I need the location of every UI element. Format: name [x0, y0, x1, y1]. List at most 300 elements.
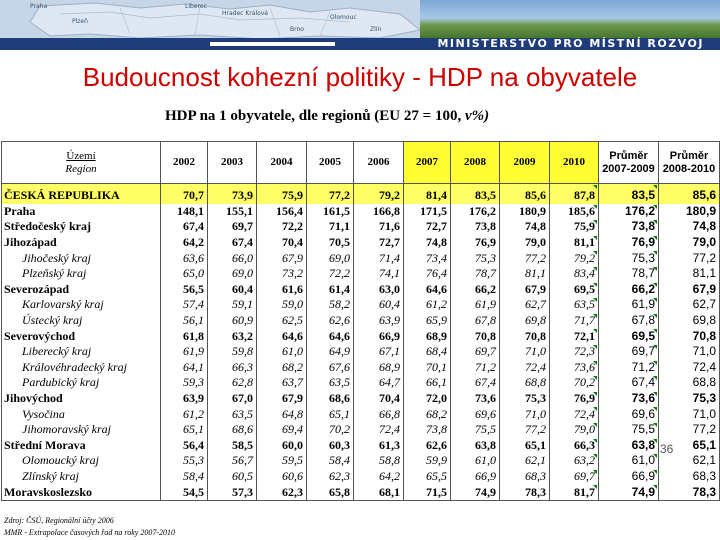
map-label: Olomouc: [330, 14, 357, 21]
gdp-value-cell: 62,6: [307, 313, 354, 329]
gdp-value-cell: 73,9: [208, 184, 257, 204]
gdp-value-cell: 71,4: [354, 250, 404, 266]
average-2007-2009-cell: 69,7: [599, 344, 659, 360]
gdp-value-cell: 67,4: [161, 219, 208, 235]
table-header-row: [2, 142, 720, 184]
gdp-value-cell: 68,9: [404, 328, 451, 344]
region-name: Severovýchod: [2, 328, 161, 344]
region-name: Středočeský kraj: [2, 219, 161, 235]
gdp-value-cell: 68,2: [404, 406, 451, 422]
gdp-value-cell: 71,5: [404, 484, 451, 500]
average-2007-2009-cell: 67,4: [599, 375, 659, 391]
table-row: [2, 282, 720, 298]
gdp-value-cell: 56,7: [208, 453, 257, 469]
region-name: Královéhradecký kraj: [2, 360, 161, 376]
gdp-value-cell: 70,5: [307, 235, 354, 251]
slide-title: Budoucnost kohezní politiky - HDP na obyvatele: [82, 62, 638, 92]
gdp-value-cell: 81,7: [550, 484, 599, 500]
average-2008-2010-cell: 180,9: [659, 204, 720, 220]
average-2007-2009-cell: 75,5: [599, 422, 659, 438]
gdp-value-cell: 61,4: [307, 282, 354, 298]
gdp-value-cell: 69,8: [500, 313, 550, 329]
gdp-value-cell: 67,6: [307, 360, 354, 376]
region-name: Vysočina: [2, 406, 161, 422]
gdp-value-cell: 72,4: [550, 406, 599, 422]
gdp-value-cell: 58,5: [208, 438, 257, 454]
gdp-value-cell: 67,0: [208, 391, 257, 407]
average-2007-2009-cell: 76,9: [599, 235, 659, 251]
year-header: 2007: [404, 142, 451, 184]
gdp-value-cell: 69,5: [550, 282, 599, 298]
gdp-value-cell: 73,8: [451, 219, 500, 235]
source-note: MMR - Extrapolace časových řad na roky 2007-2010: [4, 528, 175, 537]
gdp-value-cell: 60,3: [307, 438, 354, 454]
gdp-value-cell: 62,6: [404, 438, 451, 454]
year-header: 2002: [161, 142, 208, 184]
average-2008-2010-cell: 67,9: [659, 282, 720, 298]
gdp-value-cell: 68,2: [257, 360, 307, 376]
gdp-value-cell: 74,8: [404, 235, 451, 251]
gdp-value-cell: 70,8: [500, 328, 550, 344]
gdp-value-cell: 68,3: [500, 469, 550, 485]
map-label: Zlín: [370, 26, 382, 33]
gdp-value-cell: 148,1: [161, 204, 208, 220]
gdp-value-cell: 65,1: [161, 422, 208, 438]
gdp-value-cell: 61,8: [161, 328, 208, 344]
table-row: [2, 235, 720, 251]
average-2007-2009-cell: 69,6: [599, 406, 659, 422]
year-header: 2008: [451, 142, 500, 184]
gdp-value-cell: 69,0: [307, 250, 354, 266]
gdp-value-cell: 180,9: [500, 204, 550, 220]
average-2008-2010-cell: 69,8: [659, 313, 720, 329]
map-label: Hradec Králové: [222, 10, 269, 17]
gdp-value-cell: 63,9: [161, 391, 208, 407]
region-name: Karlovarský kraj: [2, 297, 161, 313]
gdp-value-cell: 68,6: [208, 422, 257, 438]
gdp-value-cell: 76,9: [550, 391, 599, 407]
gdp-value-cell: 63,9: [354, 313, 404, 329]
gdp-value-cell: 62,3: [307, 469, 354, 485]
gdp-value-cell: 64,1: [161, 360, 208, 376]
gdp-value-cell: 74,9: [451, 484, 500, 500]
region-name: ČESKÁ REPUBLIKA: [2, 184, 161, 204]
gdp-value-cell: 57,3: [208, 484, 257, 500]
gdp-value-cell: 58,4: [161, 469, 208, 485]
region-name: Moravskoslezsko: [2, 484, 161, 500]
gdp-value-cell: 59,0: [257, 297, 307, 313]
average-2008-2010-cell: 68,8: [659, 375, 720, 391]
gdp-value-cell: 56,5: [161, 282, 208, 298]
year-header: 2009: [500, 142, 550, 184]
gdp-value-cell: 59,8: [208, 344, 257, 360]
gdp-value-cell: 68,6: [307, 391, 354, 407]
table-row: [2, 297, 720, 313]
gdp-value-cell: 70,7: [161, 184, 208, 204]
region-name: Jihozápad: [2, 235, 161, 251]
page-number: 36: [660, 442, 674, 456]
average-2007-2009-cell: 69,5: [599, 328, 659, 344]
region-name: Pardubický kraj: [2, 375, 161, 391]
gdp-value-cell: 64,6: [404, 282, 451, 298]
gdp-value-cell: 71,0: [500, 406, 550, 422]
gdp-value-cell: 74,8: [500, 219, 550, 235]
gdp-table: [1, 141, 720, 501]
gdp-value-cell: 66,3: [550, 438, 599, 454]
gdp-value-cell: 67,9: [257, 250, 307, 266]
gdp-value-cell: 61,2: [161, 406, 208, 422]
gdp-value-cell: 63,5: [550, 297, 599, 313]
gdp-value-cell: 81,4: [404, 184, 451, 204]
header-banner: [0, 0, 720, 50]
region-header-line2: Region: [65, 162, 97, 175]
gdp-value-cell: 176,2: [451, 204, 500, 220]
gdp-value-cell: 70,8: [451, 328, 500, 344]
gdp-value-cell: 72,2: [257, 219, 307, 235]
ministry-name: MINISTERSTVO PRO MÍSTNÍ ROZVOJ: [437, 37, 704, 50]
gdp-value-cell: 68,9: [354, 360, 404, 376]
gdp-value-cell: 73,6: [550, 360, 599, 376]
table-row: [2, 313, 720, 329]
strip-accent-bar: [210, 42, 335, 46]
gdp-value-cell: 65,8: [307, 484, 354, 500]
gdp-value-cell: 78,3: [500, 484, 550, 500]
gdp-value-cell: 65,9: [404, 313, 451, 329]
region-name: Praha: [2, 204, 161, 220]
gdp-value-cell: 87,8: [550, 184, 599, 204]
average-2008-2010-cell: 71,0: [659, 406, 720, 422]
gdp-value-cell: 67,9: [500, 282, 550, 298]
gdp-value-cell: 155,1: [208, 204, 257, 220]
gdp-value-cell: 61,9: [451, 297, 500, 313]
map-label: Liberec: [185, 3, 207, 10]
gdp-value-cell: 60,0: [257, 438, 307, 454]
average-2007-2009-cell: 66,9: [599, 469, 659, 485]
gdp-value-cell: 78,7: [451, 266, 500, 282]
table-row: [2, 375, 720, 391]
table-row: [2, 184, 720, 204]
gdp-value-cell: 73,8: [404, 422, 451, 438]
table-row: [2, 360, 720, 376]
gdp-value-cell: 71,7: [550, 313, 599, 329]
average-2008-2010-cell: 75,3: [659, 391, 720, 407]
gdp-value-cell: 61,3: [354, 438, 404, 454]
gdp-value-cell: 77,2: [500, 422, 550, 438]
average-2008-2010-cell: 78,3: [659, 484, 720, 500]
table-row: [2, 422, 720, 438]
avg1-header-line2: 2007-2009: [602, 162, 655, 175]
gdp-value-cell: 60,6: [257, 469, 307, 485]
gdp-value-cell: 55,3: [161, 453, 208, 469]
gdp-value-cell: 69,0: [208, 266, 257, 282]
gdp-value-cell: 77,2: [307, 184, 354, 204]
gdp-value-cell: 73,2: [257, 266, 307, 282]
gdp-value-cell: 72,0: [404, 391, 451, 407]
gdp-value-cell: 60,4: [208, 282, 257, 298]
gdp-value-cell: 61,0: [257, 344, 307, 360]
table-row: [2, 344, 720, 360]
gdp-value-cell: 70,1: [404, 360, 451, 376]
average-2008-2010-cell: 81,1: [659, 266, 720, 282]
gdp-value-cell: 67,4: [208, 235, 257, 251]
average-2008-2010-cell: 65,1: [659, 438, 720, 454]
average-2007-2009-cell: 73,6: [599, 391, 659, 407]
gdp-value-cell: 64,8: [257, 406, 307, 422]
average-2008-2010-cell: 71,0: [659, 344, 720, 360]
gdp-value-cell: 69,4: [257, 422, 307, 438]
gdp-value-cell: 72,3: [550, 344, 599, 360]
gdp-value-cell: 65,1: [500, 438, 550, 454]
gdp-value-cell: 67,9: [257, 391, 307, 407]
table-row: [2, 406, 720, 422]
gdp-value-cell: 77,2: [500, 250, 550, 266]
year-header: 2005: [307, 142, 354, 184]
region-name: Jihomoravský kraj: [2, 422, 161, 438]
gdp-value-cell: 61,0: [451, 453, 500, 469]
gdp-value-cell: 75,9: [550, 219, 599, 235]
average-2008-2010-cell: 72,4: [659, 360, 720, 376]
gdp-value-cell: 64,6: [257, 328, 307, 344]
gdp-value-cell: 62,3: [257, 484, 307, 500]
gdp-value-cell: 73,4: [404, 250, 451, 266]
gdp-value-cell: 61,6: [257, 282, 307, 298]
region-header-line1: Území: [66, 149, 96, 162]
gdp-value-cell: 57,4: [161, 297, 208, 313]
region-name: Jihovýchod: [2, 391, 161, 407]
avg2-header-line2: 2008-2010: [662, 162, 716, 175]
average-2007-2009-cell: 61,0: [599, 453, 659, 469]
gdp-value-cell: 71,2: [451, 360, 500, 376]
gdp-value-cell: 81,1: [550, 235, 599, 251]
table-row: [2, 204, 720, 220]
average-2007-2009-cell: 73,8: [599, 219, 659, 235]
average-2008-2010-cell: 79,0: [659, 235, 720, 251]
gdp-value-cell: 66,9: [451, 469, 500, 485]
avg2-header-line1: Průměr: [669, 149, 709, 162]
table-body: [2, 184, 720, 501]
map-label: Praha: [30, 3, 48, 10]
gdp-value-cell: 171,5: [404, 204, 451, 220]
gdp-value-cell: 71,1: [307, 219, 354, 235]
average-2007-2009-cell: 176,2: [599, 204, 659, 220]
gdp-value-cell: 75,9: [257, 184, 307, 204]
average-2008-2010-cell: 77,2: [659, 422, 720, 438]
average-2008-2010-cell: 68,3: [659, 469, 720, 485]
region-name: Jihočeský kraj: [2, 250, 161, 266]
czech-map-graphic: [0, 0, 440, 40]
gdp-value-cell: 83,4: [550, 266, 599, 282]
table-title-main: HDP na 1 obyvatele, dle regionů (EU 27 = 100,: [165, 108, 462, 124]
gdp-value-cell: 68,8: [500, 375, 550, 391]
gdp-value-cell: 65,1: [307, 406, 354, 422]
average-2008-2010-cell: 62,7: [659, 297, 720, 313]
gdp-value-cell: 72,4: [354, 422, 404, 438]
gdp-value-cell: 70,2: [307, 422, 354, 438]
average-2007-2009-cell: 63,8: [599, 438, 659, 454]
gdp-value-cell: 56,1: [161, 313, 208, 329]
gdp-value-cell: 79,2: [354, 184, 404, 204]
gdp-value-cell: 185,6: [550, 204, 599, 220]
gdp-value-cell: 64,2: [161, 235, 208, 251]
average-2008-2010-cell: 70,8: [659, 328, 720, 344]
table-row: [2, 484, 720, 500]
avg1-header-line1: Průměr: [609, 149, 648, 162]
gdp-value-cell: 66,8: [354, 406, 404, 422]
table-row: [2, 328, 720, 344]
year-header: 2010: [550, 142, 599, 184]
gdp-value-cell: 66,0: [208, 250, 257, 266]
gdp-value-cell: 59,5: [257, 453, 307, 469]
gdp-value-cell: 59,3: [161, 375, 208, 391]
gdp-value-cell: 85,6: [500, 184, 550, 204]
gdp-value-cell: 63,8: [451, 438, 500, 454]
average-2008-2010-cell: 74,8: [659, 219, 720, 235]
gdp-value-cell: 74,1: [354, 266, 404, 282]
average-2008-2010-cell: 85,6: [659, 184, 720, 204]
gdp-value-cell: 156,4: [257, 204, 307, 220]
average-2008-2010-header: [659, 142, 720, 184]
year-header: 2004: [257, 142, 307, 184]
average-2007-2009-cell: 67,8: [599, 313, 659, 329]
gdp-value-cell: 62,1: [500, 453, 550, 469]
gdp-value-cell: 69,6: [451, 406, 500, 422]
region-name: Zlínský kraj: [2, 469, 161, 485]
gdp-value-cell: 70,4: [354, 391, 404, 407]
table-row: [2, 250, 720, 266]
gdp-value-cell: 59,1: [208, 297, 257, 313]
gdp-value-cell: 70,4: [257, 235, 307, 251]
average-2008-2010-cell: 77,2: [659, 250, 720, 266]
gdp-value-cell: 56,4: [161, 438, 208, 454]
gdp-value-cell: 59,9: [404, 453, 451, 469]
gdp-value-cell: 79,0: [500, 235, 550, 251]
gdp-value-cell: 76,9: [451, 235, 500, 251]
gdp-value-cell: 60,4: [354, 297, 404, 313]
gdp-value-cell: 64,2: [354, 469, 404, 485]
gdp-value-cell: 66,1: [404, 375, 451, 391]
table-row: [2, 453, 720, 469]
gdp-value-cell: 64,9: [307, 344, 354, 360]
gdp-value-cell: 72,2: [307, 266, 354, 282]
gdp-value-cell: 58,4: [307, 453, 354, 469]
gdp-value-cell: 66,3: [208, 360, 257, 376]
gdp-value-cell: 66,2: [451, 282, 500, 298]
region-name: Střední Morava: [2, 438, 161, 454]
gdp-value-cell: 72,7: [404, 219, 451, 235]
source-note: Zdroj: ČSÚ, Regionální účty 2006: [4, 516, 114, 525]
average-2007-2009-cell: 75,3: [599, 250, 659, 266]
gdp-value-cell: 69,7: [208, 219, 257, 235]
gdp-value-cell: 68,1: [354, 484, 404, 500]
region-name: Liberecký kraj: [2, 344, 161, 360]
map-label: Brno: [290, 26, 304, 33]
gdp-value-cell: 79,0: [550, 422, 599, 438]
gdp-value-cell: 83,5: [451, 184, 500, 204]
gdp-value-cell: 72,4: [500, 360, 550, 376]
region-name: Ústecký kraj: [2, 313, 161, 329]
gdp-value-cell: 67,1: [354, 344, 404, 360]
gdp-value-cell: 65,5: [404, 469, 451, 485]
gdp-value-cell: 62,5: [257, 313, 307, 329]
region-name: Severozápad: [2, 282, 161, 298]
average-2007-2009-cell: 71,2: [599, 360, 659, 376]
gdp-value-cell: 67,8: [451, 313, 500, 329]
gdp-value-cell: 69,7: [451, 344, 500, 360]
region-name: Olomoucký kraj: [2, 453, 161, 469]
gdp-value-cell: 72,7: [354, 235, 404, 251]
average-2007-2009-cell: 61,9: [599, 297, 659, 313]
gdp-value-cell: 61,9: [161, 344, 208, 360]
gdp-value-cell: 69,7: [550, 469, 599, 485]
gdp-value-cell: 75,5: [451, 422, 500, 438]
gdp-value-cell: 161,5: [307, 204, 354, 220]
landscape-photo: [420, 0, 720, 40]
gdp-value-cell: 81,1: [500, 266, 550, 282]
region-column-header: [2, 142, 161, 184]
gdp-value-cell: 61,2: [404, 297, 451, 313]
table-row: [2, 438, 720, 454]
gdp-value-cell: 63,2: [550, 453, 599, 469]
gdp-value-cell: 60,9: [208, 313, 257, 329]
gdp-value-cell: 63,5: [307, 375, 354, 391]
gdp-value-cell: 70,2: [550, 375, 599, 391]
table-row: [2, 266, 720, 282]
table-row: [2, 391, 720, 407]
gdp-value-cell: 60,5: [208, 469, 257, 485]
gdp-value-cell: 58,2: [307, 297, 354, 313]
map-label: Plzeň: [72, 18, 88, 25]
gdp-value-cell: 75,3: [500, 391, 550, 407]
region-name: Plzeňský kraj: [2, 266, 161, 282]
average-2007-2009-cell: 74,9: [599, 484, 659, 500]
table-title-unit: v%): [464, 108, 490, 124]
gdp-value-cell: 72,1: [550, 328, 599, 344]
gdp-value-cell: 64,7: [354, 375, 404, 391]
average-2007-2009-cell: 78,7: [599, 266, 659, 282]
gdp-value-cell: 75,3: [451, 250, 500, 266]
table-title: [165, 108, 489, 125]
gdp-value-cell: 58,8: [354, 453, 404, 469]
year-header: 2003: [208, 142, 257, 184]
average-2007-2009-cell: 66,2: [599, 282, 659, 298]
gdp-value-cell: 79,2: [550, 250, 599, 266]
average-2007-2009-cell: 83,5: [599, 184, 659, 204]
gdp-value-cell: 63,5: [208, 406, 257, 422]
table-row: [2, 469, 720, 485]
gdp-value-cell: 62,8: [208, 375, 257, 391]
gdp-value-cell: 54,5: [161, 484, 208, 500]
gdp-value-cell: 71,0: [500, 344, 550, 360]
gdp-value-cell: 76,4: [404, 266, 451, 282]
average-2007-2009-header: [599, 142, 659, 184]
gdp-value-cell: 66,9: [354, 328, 404, 344]
table-row: [2, 219, 720, 235]
gdp-value-cell: 71,6: [354, 219, 404, 235]
gdp-value-cell: 68,4: [404, 344, 451, 360]
gdp-value-cell: 64,6: [307, 328, 354, 344]
gdp-value-cell: 63,7: [257, 375, 307, 391]
gdp-value-cell: 63,6: [161, 250, 208, 266]
gdp-value-cell: 67,4: [451, 375, 500, 391]
year-header: 2006: [354, 142, 404, 184]
gdp-value-cell: 62,7: [500, 297, 550, 313]
gdp-value-cell: 166,8: [354, 204, 404, 220]
gdp-value-cell: 65,0: [161, 266, 208, 282]
gdp-value-cell: 73,6: [451, 391, 500, 407]
gdp-value-cell: 63,2: [208, 328, 257, 344]
average-2008-2010-cell: 62,1: [659, 453, 720, 469]
gdp-value-cell: 63,0: [354, 282, 404, 298]
